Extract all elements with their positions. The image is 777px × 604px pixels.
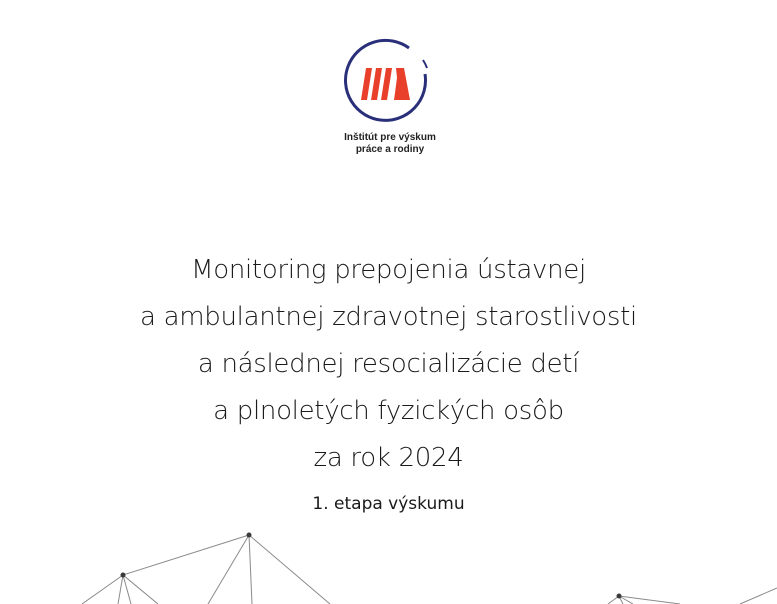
document-subtitle: 1. etapa výskumu xyxy=(312,494,465,514)
title-line-4: a plnoletých fyzických osôb xyxy=(213,396,564,426)
title-line-5: za rok 2024 xyxy=(313,443,464,473)
title-line-2: a ambulantnej zdravotnej starostlivosti xyxy=(140,302,637,332)
logo-text-line2: práce a rodiny xyxy=(355,144,425,155)
logo-text-line1: Inštitút pre výskum xyxy=(344,132,436,143)
title-line-1: Monitoring prepojenia ústavnej xyxy=(191,255,586,285)
title-line-3: a následnej resocializácie detí xyxy=(197,349,580,379)
